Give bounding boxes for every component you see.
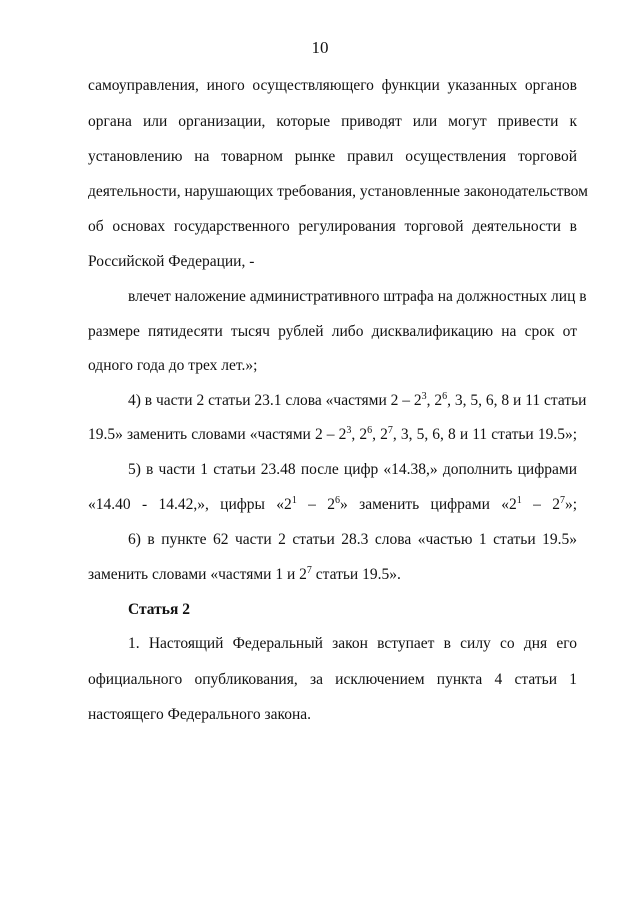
paragraph-line: официального опубликования, за исключением пункта 4 статьи 1 <box>88 671 577 688</box>
paragraph-line: одного года до трех лет.»; <box>88 357 258 374</box>
item-4-line-1: 4) в части 2 статьи 23.1 слова «частями $2 - 2^3$, $2^6$, 3, 5, 6, 8 и 11 статьи <box>128 391 587 409</box>
paragraph-line: 1. Настоящий Федеральный закон вступает в силу со дня его <box>128 635 577 652</box>
paragraph-line: Российской Федерации, - <box>88 253 255 270</box>
item-4-line-2: 19.5» заменить словами «частями $2 - 2^3$, $2^6$, $2^7$, 3, 5, 6, 8 и 11 статьи 19.5»; <box>88 425 578 443</box>
paragraph-line: влечет наложение административного штрафа на должностных лиц в <box>128 288 587 305</box>
item-6-line-1: 6) в пункте 62 части 2 статьи 28.3 слова «частью 1 статьи 19.5» <box>128 531 577 548</box>
paragraph-line: размере пятидесяти тысяч рублей либо дисквалификацию на срок от <box>88 323 577 340</box>
paragraph-line: деятельности, нарушающих требования, установленные законодательством <box>88 183 588 200</box>
paragraph-line: об основах государственного регулирования торговой деятельности в <box>88 218 577 235</box>
item-5-line-2: «14.40 - 14.42,», цифры «$2^1 - 2^6$» заменить цифрами «$2^1 - 2^7$»; <box>88 495 578 513</box>
paragraph-line: органа или организации, которые приводят или могут привести к <box>88 113 577 130</box>
paragraph-line: настоящего Федерального закона. <box>88 706 312 723</box>
page-number: 10 <box>311 38 329 57</box>
article-heading: Статья 2 <box>128 601 190 618</box>
paragraph-line: самоуправления, иного осуществляющего функции указанных органов <box>88 77 577 94</box>
item-5-line-1: 5) в части 1 статьи 23.48 после цифр «14.38,» дополнить цифрами <box>128 461 577 478</box>
paragraph-line: установлению на товарном рынке правил осуществления торговой <box>88 148 577 165</box>
item-6-line-2: заменить словами «частями 1 и $2^7$ статьи 19.5». <box>88 565 401 583</box>
